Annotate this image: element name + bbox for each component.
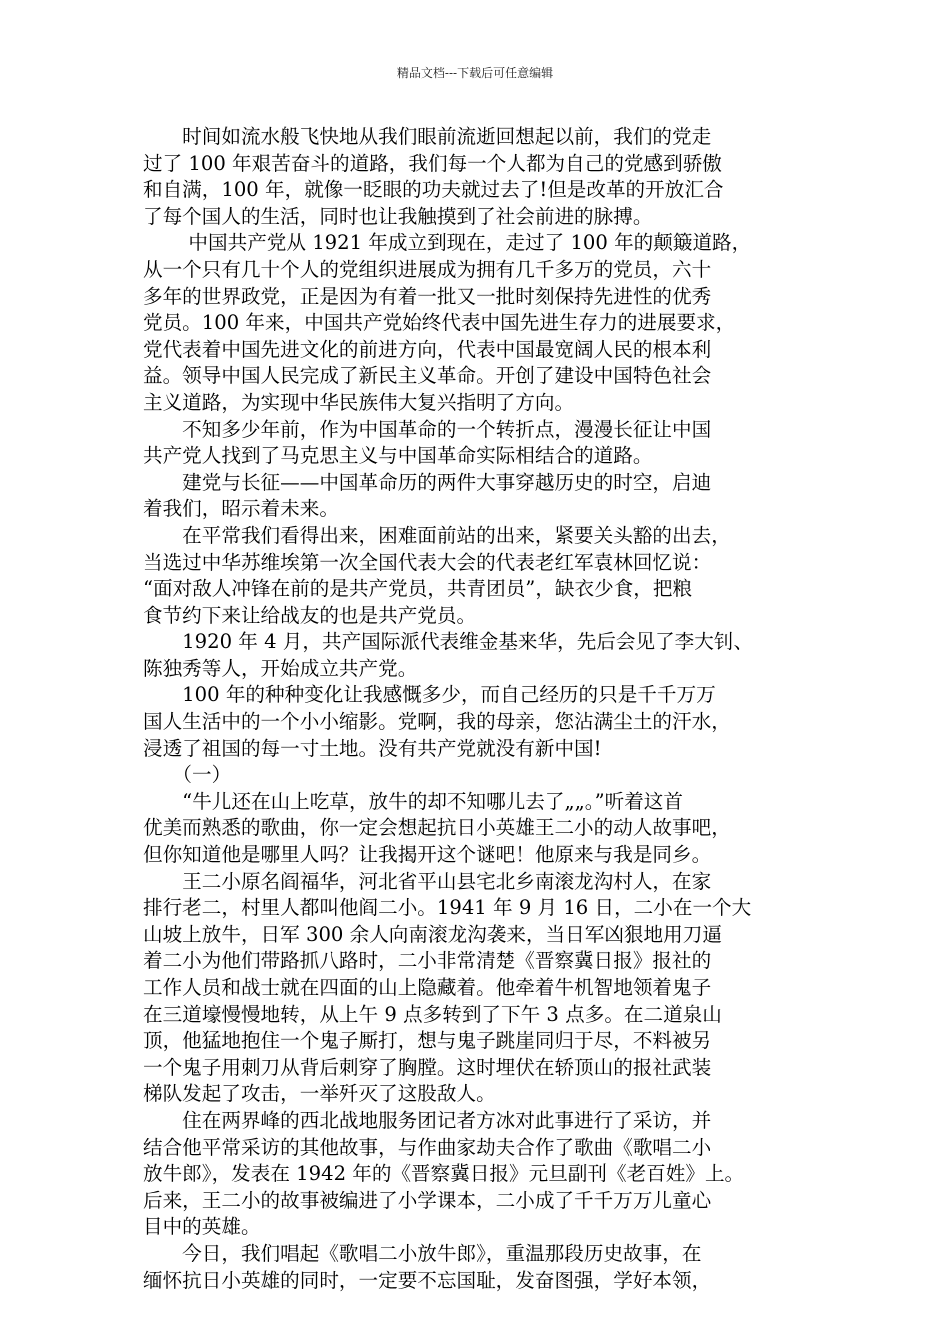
text-line: 一个鬼子用刺刀从背后刺穿了胸膛。这时埋伏在轿顶山的报社武装: [143, 1055, 712, 1079]
paragraph: [143, 789, 810, 869]
text-line: 住在两界峰的西北战地服务团记者方冰对此事进行了采访，并: [143, 1108, 712, 1132]
text-line: 党员。100 年来，中国共产党始终代表中国先进生存力的进展要求，: [143, 311, 736, 335]
paragraph: [143, 629, 810, 682]
text-line: 时间如流水般飞快地从我们眼前流逝回想起以前，我们的党走: [143, 125, 712, 148]
text-line: 着二小为他们带路抓八路时，二小非常清楚《晋察冀日报》报社的: [143, 949, 712, 973]
text-line: 着我们，昭示着未来。: [143, 497, 339, 521]
page-header: 精品文档---下载后可任意编辑: [396, 66, 554, 80]
text-line: 国人生活中的一个小小缩影。党啊，我的母亲，您沾满尘土的汗水，: [143, 710, 731, 734]
text-line: 顶，他猛地抱住一个鬼子厮打，想与鬼子跳崖同归于尽，不料被另: [143, 1029, 712, 1053]
text-line: 了每个国人的生活，同时也让我触摸到了社会前进的脉搏。: [143, 204, 653, 228]
document-body: [143, 124, 810, 1294]
text-line: 1920 年 4 月，共产国际派代表维金基来华，先后会见了李大钊、: [143, 630, 754, 654]
text-line: 在三道壕慢慢地转，从上午 9 点多转到了下午 3 点多。在二道泉山: [143, 1002, 722, 1026]
text-line: 共产党人找到了马克思主义与中国革命实际相结合的道路。: [143, 444, 653, 468]
text-line: 多年的世界政党，正是因为有着一批又一批时刻保持先进性的优秀: [143, 284, 712, 308]
paragraph: [143, 230, 810, 416]
text-line: 优美而熟悉的歌曲，你一定会想起抗日小英雄王二小的动人故事吧，: [143, 816, 731, 840]
text-line: 食节约下来让给战友的也是共产党员。: [143, 603, 477, 627]
text-line: 今日，我们唱起《歌唱二小放牛郎》，重温那段历史故事，在: [143, 1241, 702, 1265]
paragraph: [143, 1108, 810, 1241]
text-line: 在平常我们看得出来，困难面前站的出来，紧要关头豁的出去，: [143, 523, 731, 547]
text-line: 工作人员和战士就在四面的山上隐藏着。他牵着牛机智地领着鬼子: [143, 976, 712, 999]
text-line: 党代表着中国先进文化的前进方向，代表中国最宽阔人民的根本利: [143, 337, 712, 361]
text-line: 但你知道他是哪里人吗？让我揭开这个谜吧！他原来与我是同乡。: [143, 843, 712, 867]
text-line: “面对敌人冲锋在前的是共产党员，共青团员”，缺衣少食，把粮: [143, 577, 693, 601]
text-line: （一）: [143, 763, 232, 787]
text-line: 缅怀抗日小英雄的同时，一定要不忘国耻，发奋图强，学好本领，: [143, 1268, 712, 1292]
paragraph: [143, 762, 810, 789]
text-line: 梯队发起了攻击，一举歼灭了这股敌人。: [143, 1082, 496, 1106]
text-line: 浸透了祖国的每一寸土地。没有共产党就没有新中国!: [143, 736, 602, 760]
text-line: 结合他平常采访的其他故事，与作曲家劫夫合作了歌曲《歌唱二小: [143, 1135, 712, 1159]
text-line: 过了 100 年艰苦奋斗的道路，我们每一个人都为自己的党感到骄傲: [143, 151, 722, 175]
text-line: 目中的英雄。: [143, 1215, 261, 1239]
text-line: 陈独秀等人，开始成立共产党。: [143, 656, 418, 680]
paragraph: [143, 682, 810, 762]
text-line: 后来，王二小的故事被编进了小学课本，二小成了千千万万儿童心: [143, 1188, 712, 1212]
paragraph: [143, 124, 810, 230]
paragraph: [143, 869, 810, 1108]
paragraph: [143, 1241, 810, 1294]
text-line: 山坡上放牛，日军 300 余人向南滚龙沟袭来，当日军凶狠地用刀逼: [143, 922, 722, 946]
text-line: 100 年的种种变化让我感慨多少，而自己经历的只是千千万万: [143, 683, 716, 707]
text-line: 建党与长征——中国革命历的两件大事穿越历史的时空，启迪: [143, 470, 712, 494]
text-line: 中国共产党从 1921 年成立到现在，走过了 100 年的颠簸道路，: [143, 231, 752, 255]
text-line: 主义道路，为实现中华民族伟大复兴指明了方向。: [143, 390, 575, 414]
text-line: 王二小原名阎福华，河北省平山县宅北乡南滚龙沟村人，在家: [143, 869, 712, 893]
text-line: “牛儿还在山上吃草，放牛的却不知哪儿去了„„。”听着这首: [143, 789, 683, 813]
text-line: 放牛郎》，发表在 1942 年的《晋察冀日报》元旦副刊《老百姓》上。: [143, 1162, 745, 1186]
text-line: 排行老二，村里人都叫他阎二小。1941 年 9 月 16 日，二小在一个大: [143, 896, 752, 920]
text-line: 益。领导中国人民完成了新民主义革命。开创了建设中国特色社会: [143, 364, 712, 388]
text-line: 从一个只有几十个人的党组织进展成为拥有几千多万的党员，六十: [143, 257, 712, 281]
paragraph: [143, 417, 810, 470]
paragraph: [143, 470, 810, 523]
text-line: 和自满，100 年，就像一眨眼的功夫就过去了!但是改革的开放汇合: [143, 178, 724, 202]
paragraph: [143, 523, 810, 629]
text-line: 不知多少年前，作为中国革命的一个转折点，漫漫长征让中国: [143, 417, 712, 441]
text-line: 当选过中华苏维埃第一次全国代表大会的代表老红军袁林回忆说：: [143, 550, 712, 574]
